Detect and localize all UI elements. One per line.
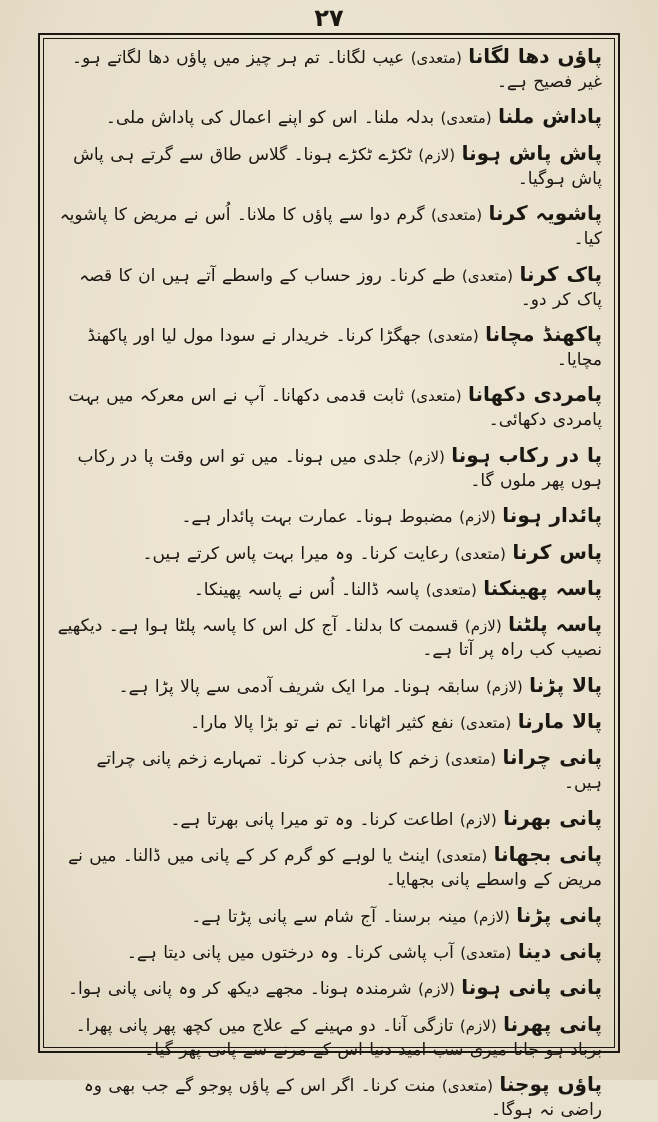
entry-definition: تازگی آنا۔ دو مہینے کے علاج میں کچھ پھر پانی پھرا۔ برباد ہو جانا میری سب امید دنیا اس کے مرنے سے پانی پھر گیا۔ (75, 1015, 602, 1060)
entry-headword: پانی چرانا (502, 745, 602, 770)
dictionary-entry (56, 612, 602, 662)
entry-headword: پاش پاش ہونا (461, 140, 602, 165)
entry-headword: پاؤں پوجنا (499, 1072, 602, 1097)
entry-grammar: (متعدی) (440, 109, 492, 128)
entry-definition: جھگڑا کرنا۔ خریدار نے سودا مول لیا اور پاکھنڈ مچایا۔ (87, 325, 602, 370)
entry-grammar: (متعدی) (461, 266, 514, 285)
dictionary-entry (56, 975, 602, 1001)
entry-definition: زخم کا پانی جذب کرنا۔ تمہارے زخم پانی چراتے ہیں۔ (96, 749, 602, 794)
dictionary-entry (56, 540, 602, 566)
entry-definition: اینٹ یا لوہے کو گرم کر کے پانی میں ڈالنا۔ میں نے مریض کے واسطے پانی بجھایا۔ (68, 846, 602, 891)
entry-grammar: (لازم) (418, 145, 456, 164)
entry-headword: پانی بھرنا (503, 805, 602, 830)
entry-definition: گرم دوا سے پاؤں کا ملانا۔ اُس نے مریض کا پاشویہ کیا۔ (59, 205, 602, 250)
entry-definition: پاسہ ڈالنا۔ اُس نے پاسہ پھینکا۔ (193, 579, 420, 600)
dictionary-entry (56, 1012, 602, 1062)
dictionary-entry (56, 842, 602, 892)
entry-headword: پا در رکاب ہونا (451, 442, 602, 467)
entry-definition: رعایت کرنا۔ وہ میرا بہت پاس کرتے ہیں۔ (142, 543, 449, 564)
entry-grammar: (لازم) (464, 617, 502, 636)
entry-headword: پانی پڑنا (516, 902, 602, 927)
entry-grammar: (متعدی) (436, 847, 488, 866)
entry-headword: پانی پھرنا (503, 1011, 602, 1036)
entry-definition: اطاعت کرنا۔ وہ تو میرا پانی بھرتا ہے۔ (170, 809, 454, 830)
dictionary-entry (56, 939, 602, 965)
entry-definition: ثابت قدمی دکھانا۔ آپ نے اس معرکہ میں بہت پامردی دکھائی۔ (68, 386, 602, 431)
entry-grammar: (متعدی) (460, 944, 512, 963)
dictionary-entry (56, 201, 602, 251)
entry-headword: پاداش ملنا (498, 104, 602, 129)
dictionary-entry (56, 443, 602, 493)
dictionary-entry (56, 503, 602, 529)
entry-headword: پانی پانی ہونا (461, 975, 602, 1000)
entry-grammar: (متعدی) (410, 49, 462, 67)
entry-definition: قسمت کا بدلنا۔ آج کل اس کا پاسہ پلٹا ہوا ہے۔ دیکھیے نصیب کب راہ پر آتا ہے۔ (57, 616, 602, 661)
entry-grammar: (لازم) (473, 907, 510, 926)
dictionary-entry (56, 709, 602, 735)
entry-definition: طے کرنا۔ روز حساب کے واسطے آتے ہیں ان کا قصہ پاک کر دو۔ (79, 265, 602, 310)
dictionary-entry (56, 673, 602, 699)
entry-grammar: (لازم) (459, 508, 496, 527)
dictionary-entry (56, 745, 602, 795)
entry-headword: پاس کرنا (512, 539, 602, 564)
entry-definition: عیب لگانا۔ تم ہر چیز میں پاؤں دھا لگاتے ہو۔ غیر فصیح ہے۔ (72, 48, 602, 92)
entry-headword: پالا مارنا (517, 709, 602, 734)
entry-headword: پاسہ پلٹنا (508, 612, 602, 637)
entry-grammar: (لازم) (459, 1016, 497, 1035)
entry-grammar: (لازم) (459, 810, 497, 829)
entry-definition: نفع کثیر اٹھانا۔ تم نے تو بڑا پالا مارا۔ (190, 713, 454, 734)
entry-grammar: (متعدی) (460, 714, 512, 733)
dictionary-entry (56, 104, 602, 130)
entry-definition: جلدی میں ہونا۔ میں تو اس وقت پا در رکاب ہوں پھر ملوں گا۔ (77, 446, 602, 491)
entry-grammar: (متعدی) (430, 206, 483, 225)
entry-headword: پاؤں دھا لگانا (468, 44, 602, 68)
entry-definition: سابقہ ہونا۔ مرا ایک شریف آدمی سے پالا پڑا ہے۔ (118, 676, 480, 697)
dictionary-entry (56, 262, 602, 312)
dictionary-entry (56, 576, 602, 602)
entry-headword: پانی بجھانا (493, 842, 602, 867)
entry-definition: ٹکڑے ٹکڑے ہونا۔ گلاس طاق سے گرتے ہی پاش پاش ہوگیا۔ (73, 144, 602, 189)
entry-headword: پاسہ پھینکنا (483, 575, 602, 600)
entry-headword: پانی دینا (517, 939, 602, 964)
dictionary-entry (56, 141, 602, 191)
entry-grammar: (متعدی) (425, 580, 477, 599)
entry-headword: پائدار ہونا (502, 503, 602, 528)
dictionary-entry (56, 806, 602, 832)
entry-headword: پاکھنڈ مچانا (485, 321, 602, 346)
entry-headword: پالا پڑنا (529, 672, 602, 697)
entry-grammar: (متعدی) (441, 1077, 493, 1096)
entry-definition: مینہ برسنا۔ آج شام سے پانی پڑتا ہے۔ (191, 906, 467, 927)
entry-grammar: (لازم) (408, 447, 445, 466)
entry-definition: شرمندہ ہونا۔ مجھے دیکھ کر وہ پانی پانی ہوا۔ (68, 979, 412, 1000)
entry-headword: پاک کرنا (519, 261, 602, 286)
entry-definition: آب پاشی کرنا۔ وہ درختوں میں پانی دیتا ہے۔ (126, 943, 454, 964)
dictionary-entry (56, 322, 602, 372)
entry-grammar: (متعدی) (427, 326, 479, 345)
entry-headword: پامردی دکھانا (467, 382, 602, 407)
entry-definition: بدلہ ملنا۔ اس کو اپنے اعمال کی پاداش ملی۔ (105, 108, 435, 129)
dictionary-entries (56, 44, 602, 1121)
dictionary-entry (56, 382, 602, 432)
entry-grammar: (لازم) (485, 677, 523, 696)
entry-headword: پاشویہ کرنا (488, 201, 602, 226)
entry-definition: منت کرنا۔ اگر اس کے پاؤں پوجو گے جب بھی وہ راضی نہ ہوگا۔ (83, 1076, 602, 1121)
page-number: ۲۷ (314, 4, 344, 32)
entry-grammar: (متعدی) (445, 750, 497, 769)
entry-grammar: (لازم) (418, 980, 455, 999)
dictionary-entry (56, 903, 602, 929)
entry-grammar: (متعدی) (410, 387, 462, 406)
dictionary-entry (56, 44, 602, 94)
entry-grammar: (متعدی) (454, 544, 506, 563)
entry-definition: مضبوط ہونا۔ عمارت بہت پائدار ہے۔ (181, 507, 453, 528)
